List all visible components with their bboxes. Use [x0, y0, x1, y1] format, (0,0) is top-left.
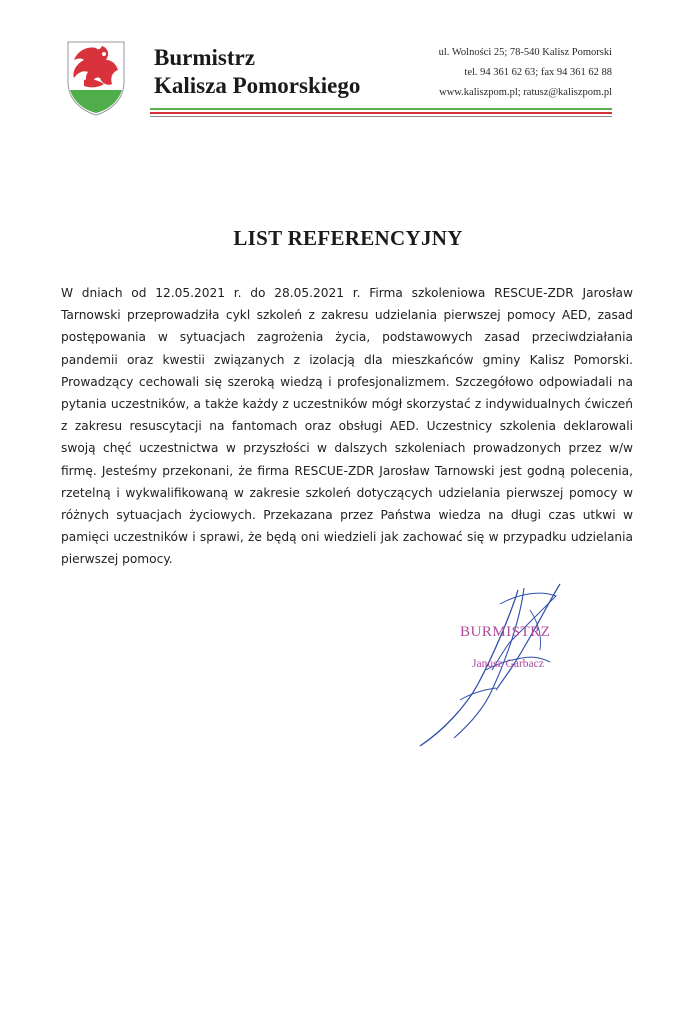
header-stripe-green: [150, 108, 612, 110]
office-title-line1: Burmistrz: [154, 45, 255, 70]
signature-block: [400, 580, 640, 750]
stamp-title: BURMISTRZ: [460, 624, 551, 640]
contact-info: [439, 43, 612, 103]
header-stripe-gray: [150, 116, 612, 117]
document-body: W dniach od 12.05.2021 r. do 28.05.2021 r. Firma szkoleniowa RESCUE-ZDR Jarosław Tarnowski przeprowadziła cykl szkoleń z zakresu udzielania pierwszej pomocy AED, zasad postępowania w sytuacjach zagrożenia życia, podstawowych zasad przeciwdziałania pandemii oraz kwestii związanych z izolacją dla mieszkańców gminy Kalisz Pomorski. Prowadzący cechowali się szeroką wiedzą i profesjonalizmem. Szczegółowo odpowiadali na pytania uczestników, a także każdy z uczestników mógł skorzystać z indywidualnych ćwiczeń z zakresu resuscytacji na fantomach oraz obsługi AED. Uczestnicy szkolenia deklarowali swoją chęć uczestnictwa w przyszłości w dalszych szkoleniach prowadzonych przez w/w firmę. Jesteśmy przekonani, że firma RESCUE-ZDR Jarosław Tarnowski jest godną polecenia, rzetelną i wykwalifikowaną w zakresie szkoleń dotyczących udzielania pierwszej pomocy w różnych sytuacjach życiowych. Przekazana przez Państwa wiedza na długi czas utkwi w pamięci uczestników i sprawi, że będą oni wiedzieli jak zachować się w przypadku udzielania pierwszej pomocy.: [61, 286, 633, 567]
office-title-line2: Kalisza Pomorskiego: [154, 73, 361, 98]
header-stripes: [150, 108, 612, 118]
stamp-name: Janusz Garbacz: [472, 658, 544, 670]
contact-phone: tel. 94 361 62 63; fax 94 361 62 88: [464, 67, 612, 78]
coat-of-arms-eagle-icon: [64, 38, 128, 116]
office-title: [154, 44, 360, 100]
contact-web: www.kaliszpom.pl; ratusz@kaliszpom.pl: [439, 87, 612, 98]
header-stripe-red: [150, 112, 612, 114]
document-heading: LIST REFERENCYJNY: [233, 226, 463, 250]
contact-address: ul. Wolności 25; 78-540 Kalisz Pomorski: [438, 47, 612, 58]
